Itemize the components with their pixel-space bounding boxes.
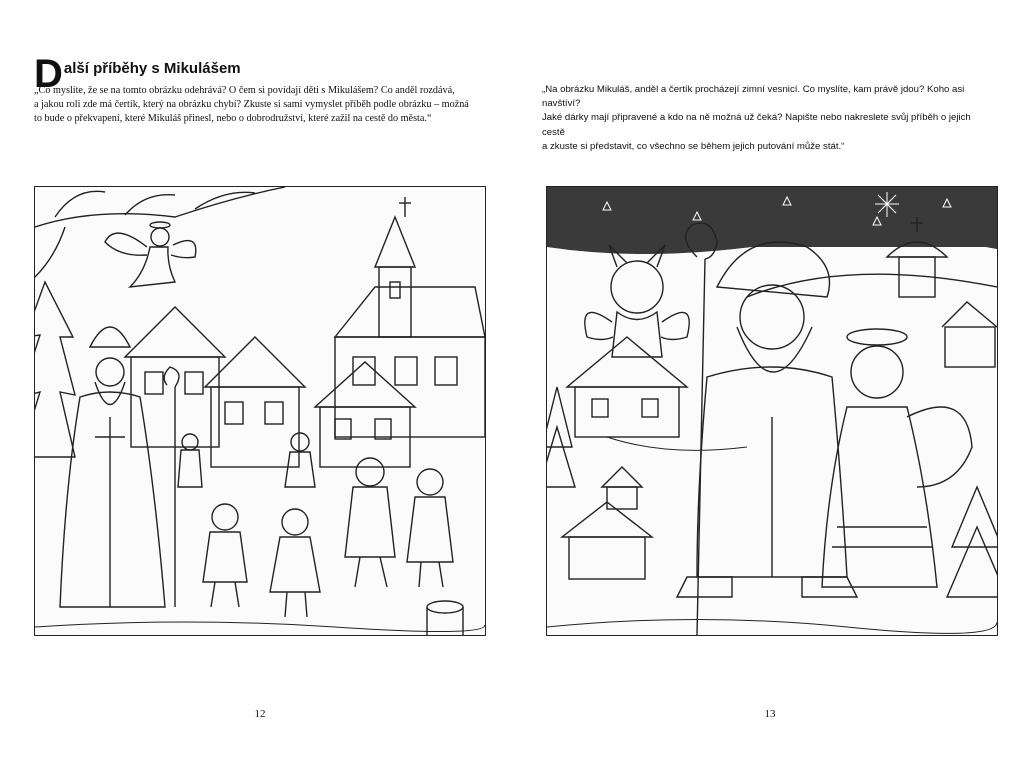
title-text: alší příběhy s Mikulášem <box>63 60 241 77</box>
left-lead-paragraph <box>34 84 484 127</box>
right-page <box>512 0 1024 768</box>
coloring-illustration-village <box>34 186 486 636</box>
lead-line: „Na obrázku Mikuláš, anděl a čertík procházejí zimní vesnicí. Co myslíte, kam právě jdou? Koho asi navštíví? <box>542 84 965 110</box>
lead-line: Jaké dárky mají připravené a kdo na ně možná už čeká? Napište nebo nakreslete svůj příběh o jejich cestě <box>542 112 971 138</box>
lead-line: „Co myslíte, že se na tomto obrázku odehrává? O čem si povídají děti s Mikulášem? Co anděl rozdává, <box>34 85 455 96</box>
coloring-illustration-procession <box>546 186 998 636</box>
right-lead-paragraph <box>542 83 992 154</box>
page-number: 13 <box>764 708 776 720</box>
procession-drawing <box>547 187 997 635</box>
lead-line: a zkuste si představit, co všechno se během jejich putování může stát.“ <box>542 140 845 152</box>
page-number: 12 <box>254 708 266 720</box>
lead-line: to bude o překvapení, které Mikuláš přinesl, nebo o dobrodružství, které zažil na cestě do města.“ <box>34 113 432 125</box>
village-drawing <box>35 187 485 635</box>
lead-line: a jakou roli zde má čertík, který na obrázku chybí? Zkuste si sami vymyslet příběh podle obrázku – možná <box>34 99 469 111</box>
title-dropcap: D <box>34 52 63 96</box>
